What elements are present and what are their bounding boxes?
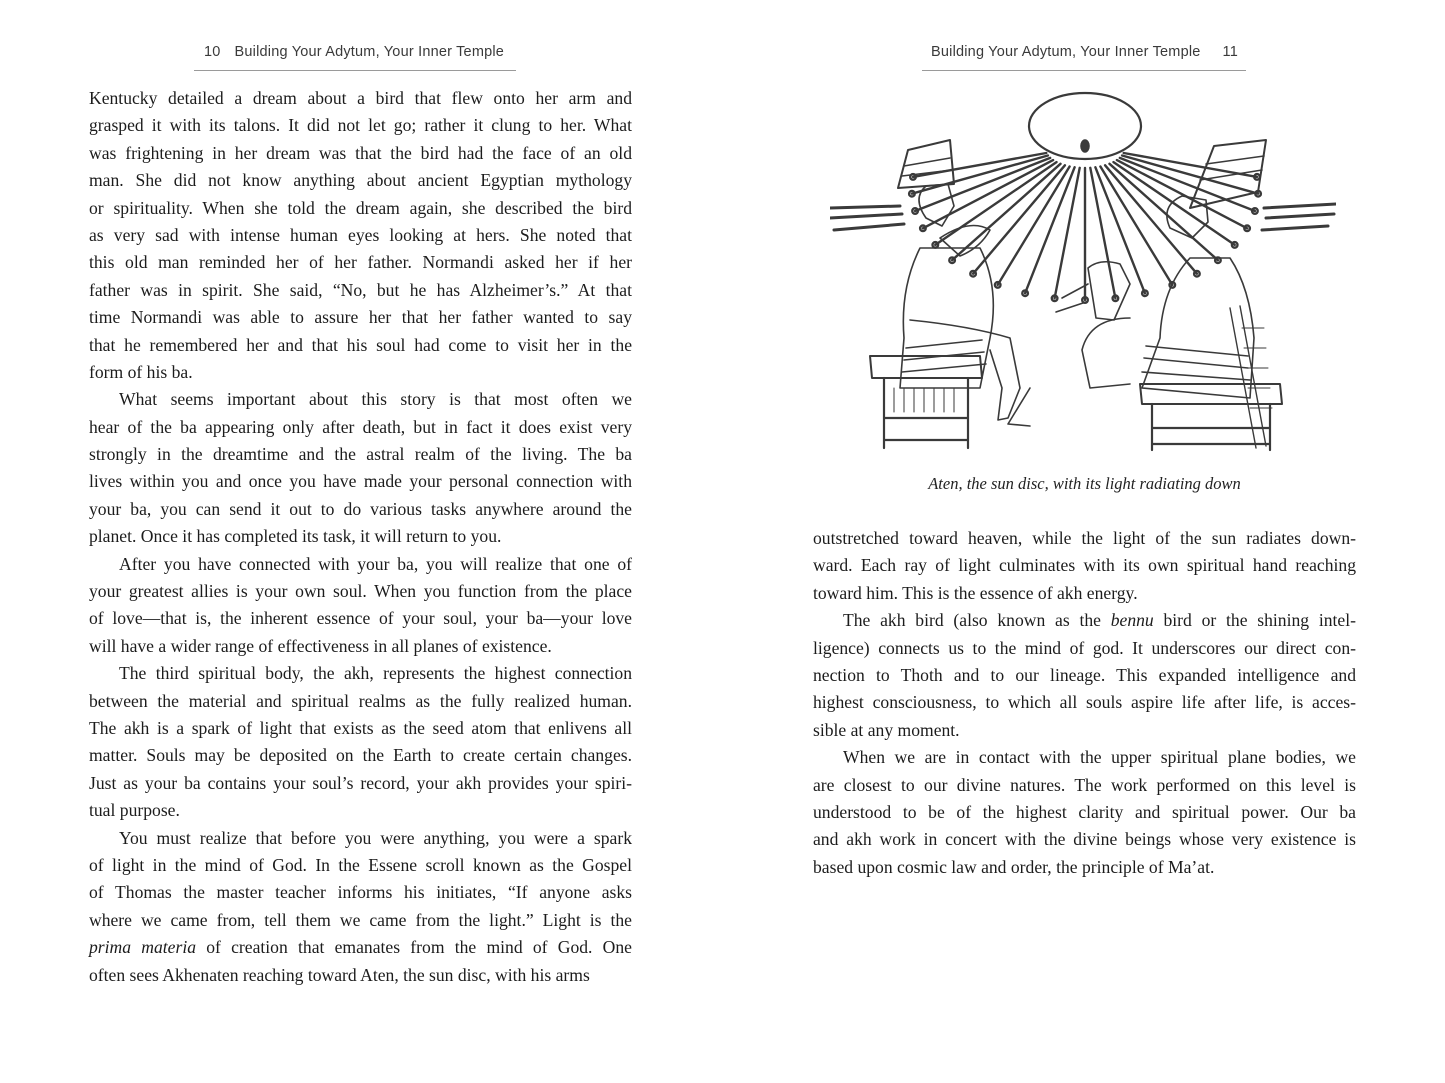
- sun-ray: [1117, 160, 1247, 228]
- text-line: Kentucky detailed a dream about a bird that flew onto her arm and: [89, 88, 632, 108]
- text-line: based upon cosmic law and order, the principle of Ma’at.: [813, 856, 1215, 877]
- page-number: 11: [1222, 44, 1238, 60]
- page-number: 10: [204, 44, 221, 60]
- text-line: grasped it with its talons. It did not let go; rather it clung to her. What: [89, 115, 632, 136]
- text-line: lives within you and once you have made your personal connection with: [89, 471, 632, 492]
- sun-ray: [923, 160, 1053, 228]
- text-line: of light in the mind of God. In the Essene scroll known as the Gospel: [89, 854, 632, 875]
- text-line: this old man reminded her of her father. Normandi asked her if her: [89, 252, 632, 273]
- text-line: ligence) connects us to the mind of god. It underscores our direct con-: [813, 637, 1356, 658]
- left-body-text: [89, 85, 632, 989]
- text-line: father was in spirit. She said, “No, but he has Alzheimer’s.” At that: [89, 279, 632, 300]
- italic-term: prima materia: [89, 937, 196, 958]
- text-line: prima materia of creation that emanates from the mind of God. One: [89, 937, 632, 958]
- text-line: planet. Once it has completed its task, it will return to you.: [89, 526, 502, 547]
- text-line: toward him. This is the essence of akh energy.: [813, 582, 1138, 603]
- text-line: When we are in contact with the upper spiritual plane bodies, we: [843, 747, 1356, 768]
- right-seated-figure: [1056, 140, 1336, 450]
- text-line: of Thomas the master teacher informs his initiates, “If anyone asks: [89, 882, 632, 903]
- aten-sun-disc-illustration: [830, 88, 1336, 466]
- text-line: Just as your ba contains your soul’s record, your akh provides your spiri-: [89, 772, 632, 793]
- right-body-text: [813, 525, 1356, 881]
- text-line: between the material and spiritual realms as the fully realized human.: [89, 690, 632, 711]
- text-line: of love—that is, the inherent essence of your soul, your ba—your love: [89, 608, 632, 629]
- text-line: understood to be of the highest clarity and spiritual power. Our ba: [813, 801, 1356, 822]
- text-line: nection to Thoth and to our lineage. This expanded intelligence and: [813, 664, 1356, 685]
- right-page: [722, 0, 1445, 1083]
- text-line: and akh work in concert with the divine beings whose very existence is: [813, 829, 1356, 850]
- right-running-head: [922, 44, 1246, 71]
- text-line: After you have connected with your ba, you will realize that one of: [119, 553, 632, 574]
- text-line: outstretched toward heaven, while the light of the sun radiates down-: [813, 528, 1356, 548]
- text-line: highest consciousness, to which all souls aspire life after life, is acces-: [813, 692, 1356, 713]
- text-line: was frightening in her dream was that the bird had the face of an old: [89, 142, 632, 163]
- text-line: your greatest allies is your own soul. When you function from the place: [89, 581, 632, 602]
- running-head-title: Building Your Adytum, Your Inner Temple: [931, 44, 1201, 60]
- text-line: What seems important about this story is that most often we: [119, 389, 632, 410]
- left-page: [0, 0, 722, 1083]
- left-running-head: [194, 44, 516, 71]
- italic-term: bennu: [1110, 610, 1154, 631]
- figure-caption: Aten, the sun disc, with its light radiating down: [928, 474, 1241, 493]
- text-line: often sees Akhenaten reaching toward Aten, the sun disc, with his arms: [89, 964, 590, 985]
- text-line: sible at any moment.: [813, 719, 960, 740]
- left-seated-figure: [830, 140, 1030, 448]
- text-line: man. She did not know anything about ancient Egyptian mythology: [89, 170, 632, 191]
- text-line: as very sad with intense human eyes looking at hers. She noted that: [89, 224, 632, 245]
- text-line: The akh is a spark of light that exists as the seed atom that enlivens all: [89, 717, 632, 738]
- text-line: time Normandi was able to assure her that her father wanted to say: [89, 307, 632, 328]
- text-line: are closest to our divine natures. The work performed on this level is: [813, 774, 1356, 795]
- text-line: The akh bird (also known as the bennu bird or the shining intel-: [843, 610, 1356, 631]
- text-line: hear of the ba appearing only after death, but in fact it does exist very: [89, 416, 632, 437]
- sun-ray: [1114, 162, 1235, 245]
- text-line: matter. Souls may be deposited on the Earth to create certain changes.: [89, 745, 632, 766]
- text-line: You must realize that before you were anything, you were a spark: [119, 827, 632, 848]
- text-line: will have a wider range of effectiveness in all planes of existence.: [89, 635, 552, 656]
- text-line: The third spiritual body, the akh, represents the highest connection: [119, 663, 632, 684]
- text-line: that he remembered her and that his soul had come to visit her in the: [89, 334, 632, 355]
- text-line: or spirituality. When she told the dream again, she described the bird: [89, 197, 632, 218]
- text-line: form of his ba.: [89, 361, 193, 382]
- text-line: your ba, you can send it out to do various tasks anywhere around the: [89, 498, 632, 519]
- text-line: strongly in the dreamtime and the astral realm of the living. The ba: [89, 444, 632, 465]
- text-line: ward. Each ray of light culminates with its own spiritual hand reaching: [813, 555, 1356, 576]
- text-line: tual purpose.: [89, 800, 180, 821]
- sun-ray: [1120, 158, 1255, 211]
- text-line: where we came from, tell them we came from the light.” Light is the: [89, 909, 632, 930]
- running-head-title: Building Your Adytum, Your Inner Temple: [234, 44, 505, 60]
